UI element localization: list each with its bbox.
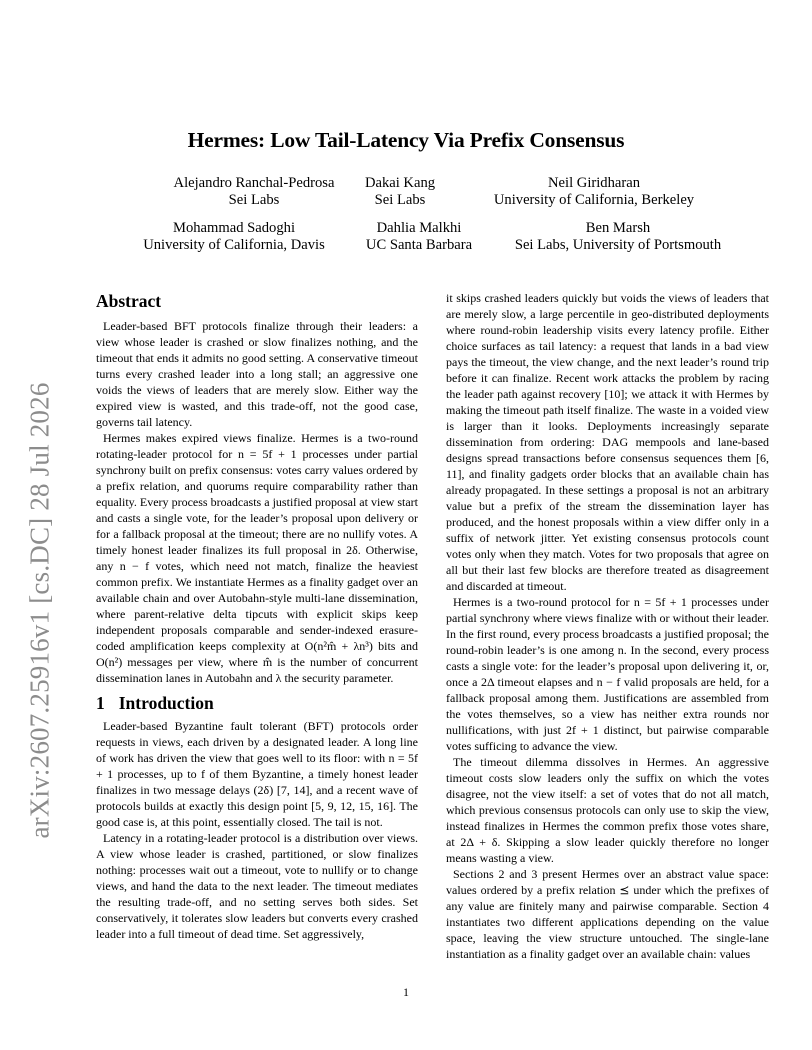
author-affiliation: University of California, Davis (143, 237, 325, 253)
author-block (362, 175, 438, 209)
author-name: Ben Marsh (585, 220, 651, 236)
abstract-paragraph: Hermes makes expired views finalize. Hermes is a two-round rotating-leader protocol for n = 5f + 1 processes under partial synchrony built on prefix consensus: votes carry values ordered by a prefix relation, and quorums require comparability rather than equality. Every process broadcasts a justified proposal at view start and casts a single vote, for the leader’s proposal upon delivery or for a fallback proposal at the timeout; there are no nullify votes. A timely honest leader finalizes its full proposal in 2δ. Otherwise, any n − f votes, which need not match, finalize the heaviest common prefix. We instantiate Hermes as a finality gadget over an available chain and over Autobahn-style multi-lane dissemination, where parent-relative delta tipcuts with explicit skips keep independent proposals comparable and sender-indexed erasure-coded amplification keeps complexity at O(n²m̂ + λn³) bits and O(n²) messages per view, where m̂ is the number of concurrent dissemination lanes in Autobahn and λ the security parameter. (96, 431, 418, 685)
abstract-paragraph: Leader-based BFT protocols finalize through their leaders: a view whose leader is crashed or slow finalizes nothing, and the timeout that ends it admits no good setting. A conservative timeout turns every crashed leader into a long stall; an aggressive one voids the views of leaders that are merely slow. Either way the expired view is wasted, and this trade-off, not the good case, governs tail latency. (96, 319, 418, 429)
author-affiliation: University of California, Berkeley (493, 192, 695, 208)
arxiv-stamp (10, 375, 70, 845)
right-column (446, 290, 769, 962)
author-name: Neil Giridharan (548, 175, 640, 191)
author-block (166, 175, 342, 209)
body-paragraph: Sections 2 and 3 present Hermes over an abstract value space: values ordered by a prefix relation ⪯ under which the prefixes of any value are finitely many and pairwise comparable. Section 4 instantiates two different applications depending on the value space, leaving the view structure untouched. The single-lane instantiation as a finality gadget over an available chain: values (446, 867, 769, 961)
section-heading (96, 692, 418, 714)
body-paragraph: Leader-based Byzantine fault tolerant (BFT) protocols order requests in views, each driven by a designated leader. A long line of work has driven the view that goes well to its floor: with n = 5f + 1 processes, up to f of them Byzantine, a timely honest leader finalizes in two message delays (2δ) [7, 14], and a recent wave of protocols builds at exactly this design point [5, 9, 12, 15, 16]. The good case is, at this point, essentially closed. The tail is not. (96, 719, 418, 829)
body-paragraph: Latency in a rotating-leader protocol is a distribution over views. A view whose leader is crashed, partitioned, or slow finalizes nothing: processes wait out a timeout, vote to nullify or to change views, and hand the data to the next leader. The timeout mediates the resulting trade-off, and no setting serves both sides. Set conservatively, it tolerates slow leaders but converts every crashed leader into a full timeout of dead time. Set aggressively, (96, 831, 418, 941)
author-affiliation: Sei Labs, University of Portsmouth (514, 237, 722, 253)
body-paragraph: The timeout dilemma dissolves in Hermes. An aggressive timeout costs slow leaders only the suffix on which the votes disagree, not the view itself: a set of votes that do not all match, which previous consensus protocols can only use to skip the view, instead finalizes in Hermes the common prefix those votes share, at 2Δ + δ. Skipping a slow leader quickly therefore no longer means wasting a view. (446, 755, 769, 865)
author-block (132, 220, 336, 254)
author-name: Dakai Kang (364, 175, 436, 191)
body-paragraph: it skips crashed leaders quickly but voids the views of leaders that are merely slow, a large percentile in geo-distributed deployments where round-robin leadership visits every latency profile. Either choice surfaces as tail latency: a request that lands in a bad view pays the timeout, the view change, and the next leader’s round trip before it can finalize. Recent work attacks the problem by racing the leader path against recovery [10]; we attack it with Hermes by making the timeout path itself finalize. The waste in a voided view is larger than it looks. Deployments increasingly separate dissemination from ordering: DAG mempools and lane-based designs spread transactions before consensus sequences them [6, 11], and finality gadgets order blocks that an available chain has already propagated. In these settings a proposal is not an arbitrary value but a prefix of the stream the dissemination layer has produced, and the honest proposals within a view differ only in a suffix of network jitter. Yet existing consensus protocols count votes only when they match. Votes for two proposals that agree on all but their last few blocks are therefore treated as disagreement and discarded at timeout. (446, 291, 769, 593)
body-paragraph: Hermes is a two-round protocol for n = 5f + 1 processes under partial synchrony where views finalize with or without their leader. In the first round, every process broadcasts a justified proposal; the round-robin leader’s is one among n. In the second, every process casts a single vote: for the leader’s proposal upon delivering it, or, once a 2Δ timeout elapses and n − f valid proposals are held, for a fallback proposal among them. Justifications are assembled from the votes themselves, so a view has neither extra rounds nor nullifications, with just 2f + 1 distinct, but pairwise comparable votes sufficing to advance the view. (446, 595, 769, 753)
author-block (480, 175, 708, 209)
author-affiliation: UC Santa Barbara (365, 237, 473, 253)
abstract-heading: Abstract (96, 291, 162, 311)
section-number: 1 (96, 693, 105, 713)
paper-title: Hermes: Low Tail-Latency Via Prefix Consensus (187, 128, 625, 152)
author-name: Alejandro Ranchal-Pedrosa (173, 175, 335, 191)
author-affiliation: Sei Labs (374, 192, 426, 208)
left-column (96, 290, 418, 942)
author-block (498, 220, 738, 254)
author-affiliation: Sei Labs (228, 192, 280, 208)
author-block (354, 220, 484, 254)
section-title: Introduction (118, 693, 214, 713)
arxiv-identifier: arXiv:2607.25916v1 [cs.DC] 28 Jul 2026 (24, 381, 55, 839)
author-name: Mohammad Sadoghi (172, 220, 295, 236)
page-number: 1 (403, 985, 409, 999)
author-name: Dahlia Malkhi (376, 220, 462, 236)
